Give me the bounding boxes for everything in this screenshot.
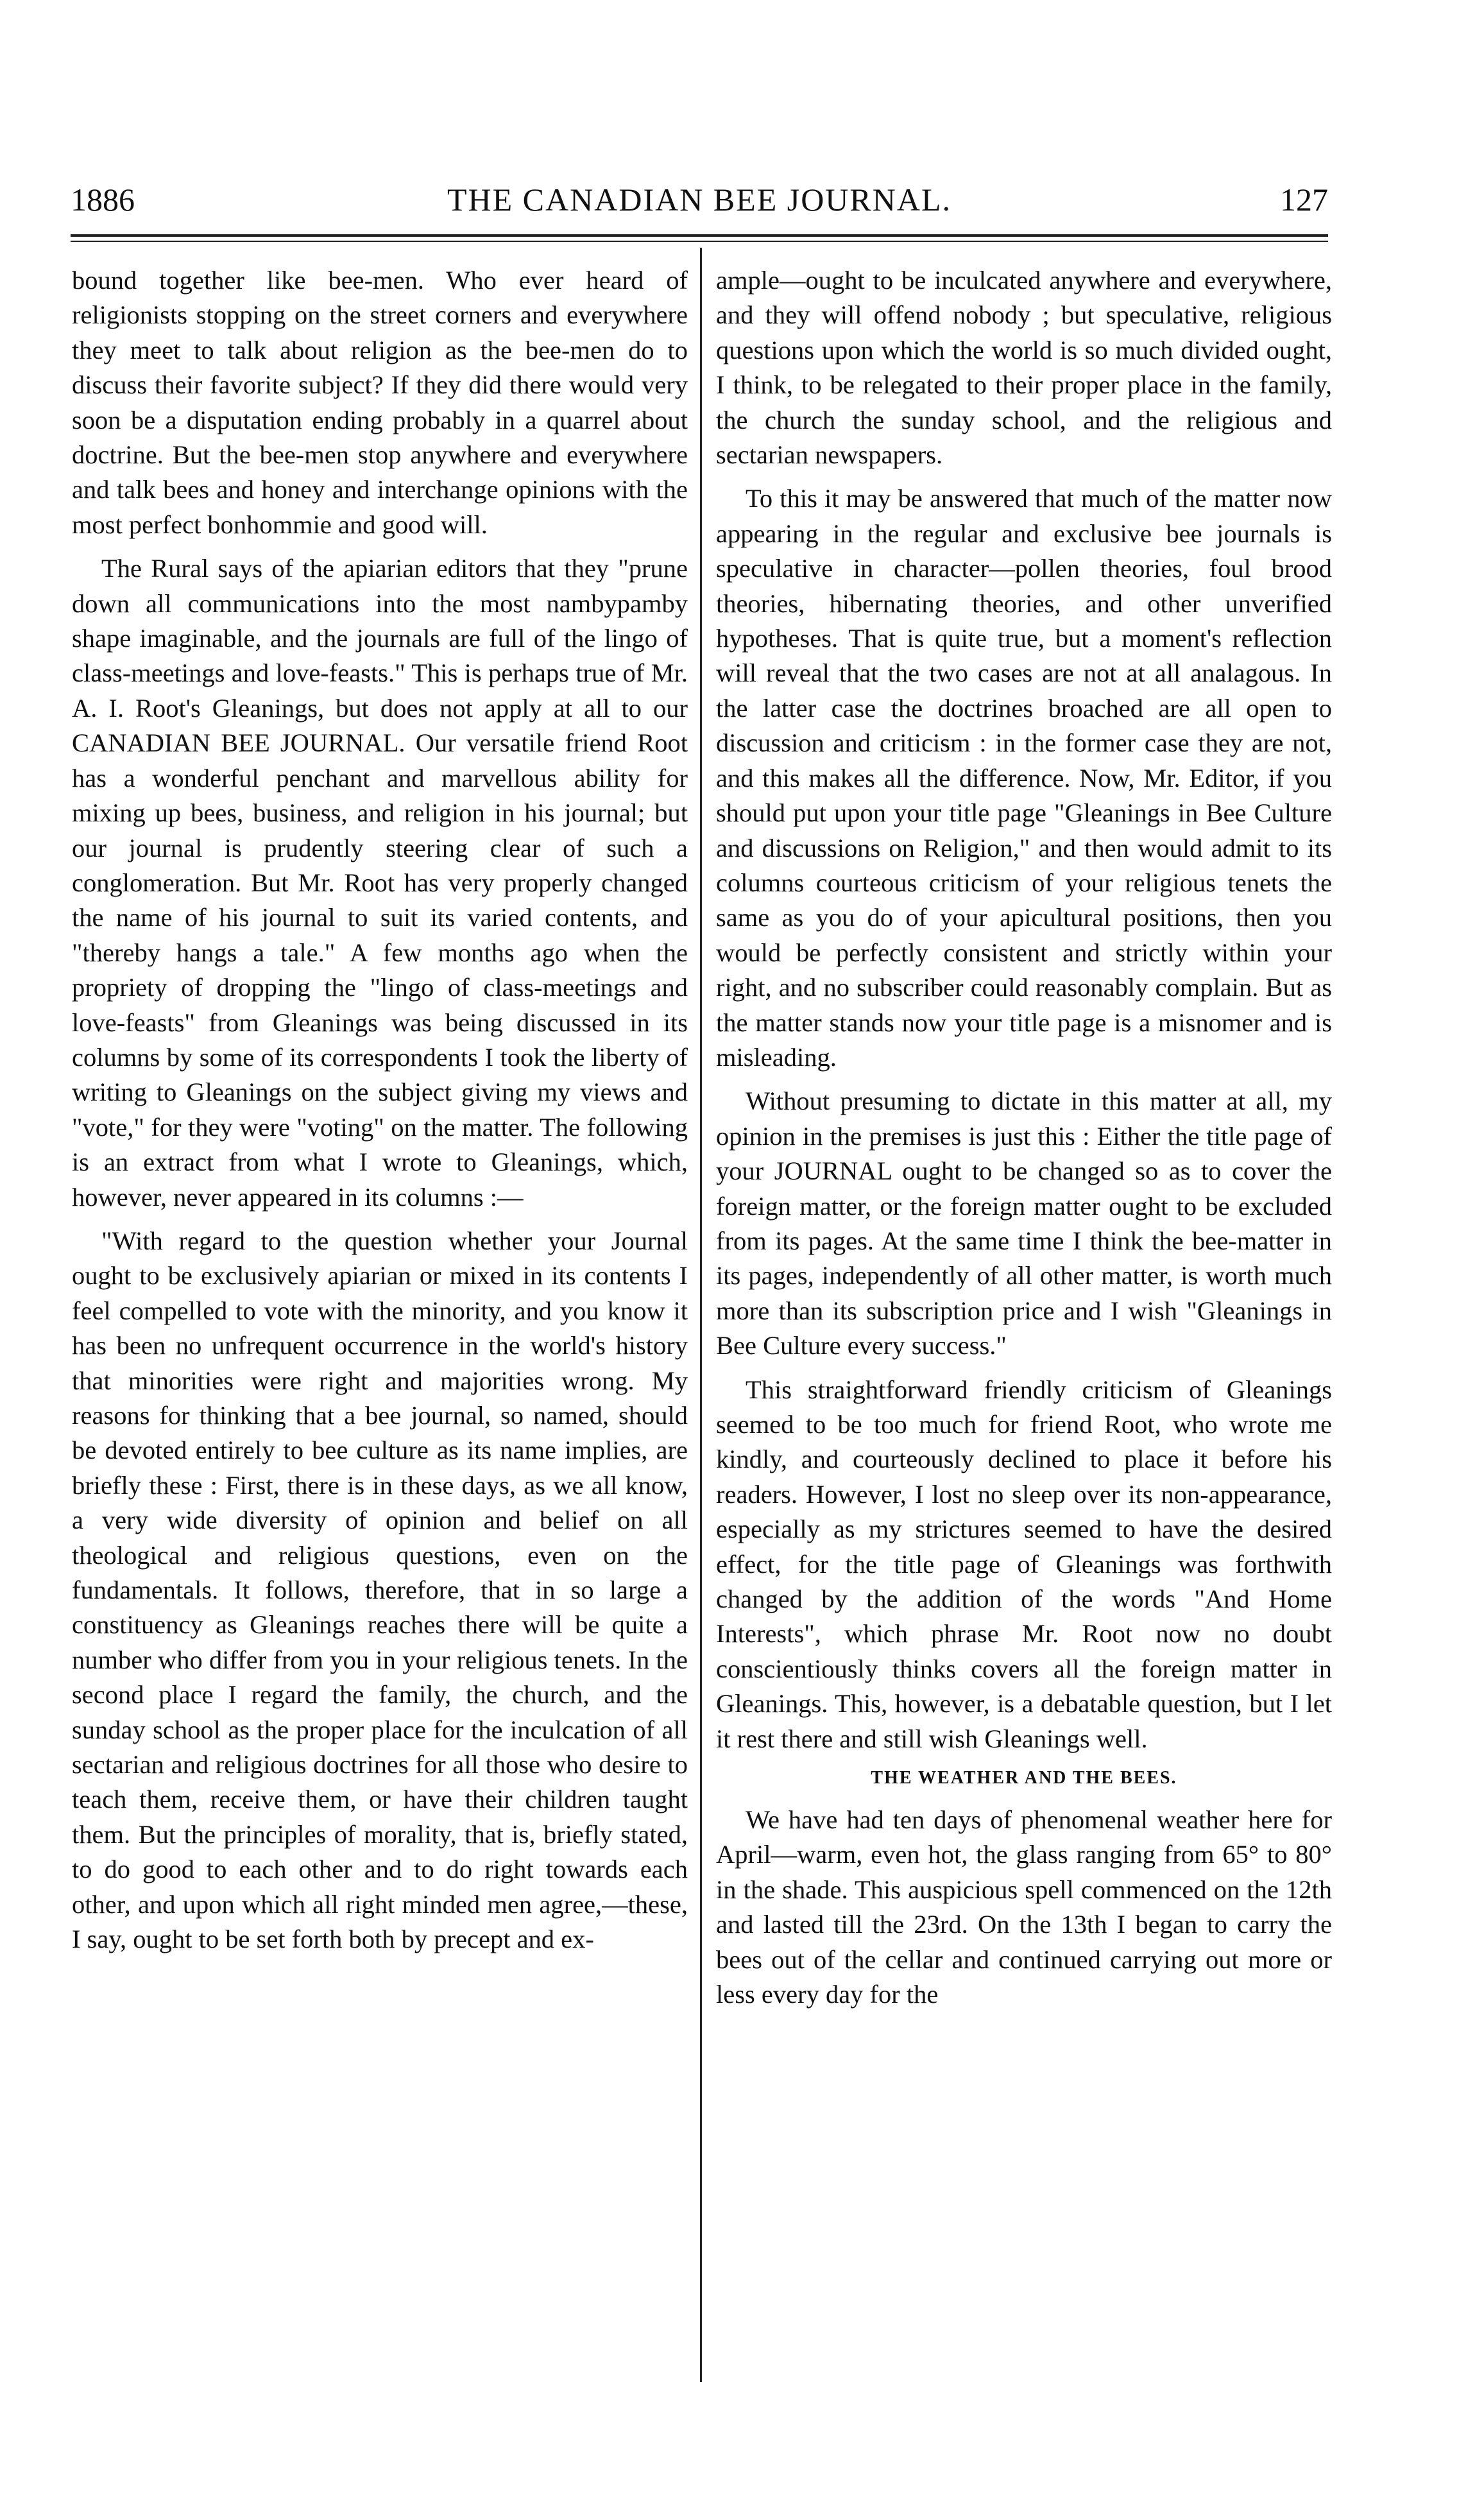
section-heading: THE WEATHER AND THE BEES. xyxy=(871,1768,1177,1788)
right-column xyxy=(716,263,1332,2012)
column-divider xyxy=(700,248,702,2382)
right-paragraph-1: ample—ought to be inculcated anywhere and everywhere, and they will offend nobody ; but speculative, religious questions upon which the world is so much divided ought, I think, to be relegated to their proper place in the family, the church the sunday school, and the religious and sectarian newspapers. xyxy=(716,266,1332,470)
header-year: 1886 xyxy=(71,182,135,218)
page-header xyxy=(71,177,1328,222)
left-paragraph-3: "With regard to the question whether your Journal ought to be exclusively apiarian or mixed in its contents I feel compelled to vote with the minority, and you know it has been no unfrequent occurrence in the world's history that minorities were right and majorities wrong. My reasons for thinking that a bee journal, so named, should be devoted entirely to bee culture as its name implies, are briefly these : First, there is in these days, as we all know, a very wide diversity of opinion and belief on all theological and religious questions, even on the fundamentals. It follows, therefore, that in so large a constituency as Gleanings reaches there will be quite a number who differ from you in your religious tenets. In the second place I regard the family, the church, and the sunday school as the proper place for the inculcation of all sectarian and religious doctrines for all those who desire to teach them, receive them, or have their children taught them. But the principles of morality, that is, briefly stated, to do good to each other and to do right towards each other, and upon which all right minded men agree,—these, I say, ought to be set forth both by precept and ex- xyxy=(72,1226,688,1954)
left-paragraph-1: bound together like bee-men. Who ever heard of religionists stopping on the street corners and everywhere they meet to talk about religion as the bee-men do to discuss their favorite subject? If they did there would very soon be a disputation ending probably in a quarrel about doctrine. But the bee-men stop anywhere and everywhere and talk bees and honey and interchange opinions with the most perfect bonhommie and good will. xyxy=(72,266,688,539)
right-paragraph-4: This straightforward friendly criticism of Gleanings seemed to be too much for friend Root, who wrote me kindly, and courteously declined to place it before his readers. However, I lost no sleep over its non-appearance, especially as my strictures seemed to have the desired effect, for the title page of Gleanings was forthwith changed by the addition of the words "And Home Interests", which phrase Mr. Root now no doubt conscientiously thinks covers all the foreign matter in Gleanings. This, however, is a debatable question, but I let it rest there and still wish Gleanings well. xyxy=(716,1375,1332,1753)
right-paragraph-2: To this it may be answered that much of the matter now appearing in the regular and exclusive bee journals is speculative in character—pollen theories, foul brood theories, hibernating theories, and other unverified hypotheses. That is quite true, but a moment's reflection will reveal that the two cases are not at all analagous. In the latter case the doctrines broached are all open to discussion and criticism : in the former case they are not, and this makes all the difference. Now, Mr. Editor, if you should put upon your title page "Gleanings in Bee Culture and discussions on Religion," and then would admit to its columns courteous criticism of your religious tenets the same as you do of your apicultural positions, then you would be perfectly consistent and strictly within your right, and no subscriber could reasonably complain. But as the matter stands now your title page is a misnomer and is misleading. xyxy=(716,484,1332,1072)
header-rule-thick xyxy=(71,234,1328,237)
page-number: 127 xyxy=(1280,182,1328,218)
right-paragraph-5: We have had ten days of phenomenal weather here for April—warm, even hot, the glass ranging from 65° to 80° in the shade. This auspicious spell commenced on the 12th and lasted till the 23rd. On the 13th I began to carry the bees out of the cellar and continued carrying out more or less every day for the xyxy=(716,1805,1332,2009)
left-paragraph-2: The Rural says of the apiarian editors that they "prune down all communications into the most nambypamby shape imaginable, and the journals are full of the lingo of class-meetings and love-feasts." This is perhaps true of Mr. A. I. Root's Gleanings, but does not apply at all to our CANADIAN BEE JOURNAL. Our versatile friend Root has a wonderful penchant and marvellous ability for mixing up bees, business, and religion in his journal; but our journal is prudently steering clear of such a conglomeration. But Mr. Root has very properly changed the name of his journal to suit its varied contents, and "thereby hangs a tale." A few months ago when the propriety of dropping the "lingo of class-meetings and love-feasts" from Gleanings was being discussed in its columns by some of its correspondents I took the liberty of writing to Gleanings on the subject giving my views and "vote," for they were "voting" on the matter. The following is an extract from what I wrote to Gleanings, which, however, never appeared in its columns :— xyxy=(72,554,688,1212)
left-column xyxy=(72,263,688,1957)
right-paragraph-3: Without presuming to dictate in this matter at all, my opinion in the premises is just this : Either the title page of your JOURNAL ought to be changed so as to cover the foreign matter, or the foreign matter ought to be excluded from its pages. At the same time I think the bee-matter in its pages, independently of all other matter, is worth much more than its subscription price and I wish "Gleanings in Bee Culture every success." xyxy=(716,1086,1332,1360)
journal-title: THE CANADIAN BEE JOURNAL. xyxy=(447,182,952,218)
header-rule-thin xyxy=(71,241,1328,242)
